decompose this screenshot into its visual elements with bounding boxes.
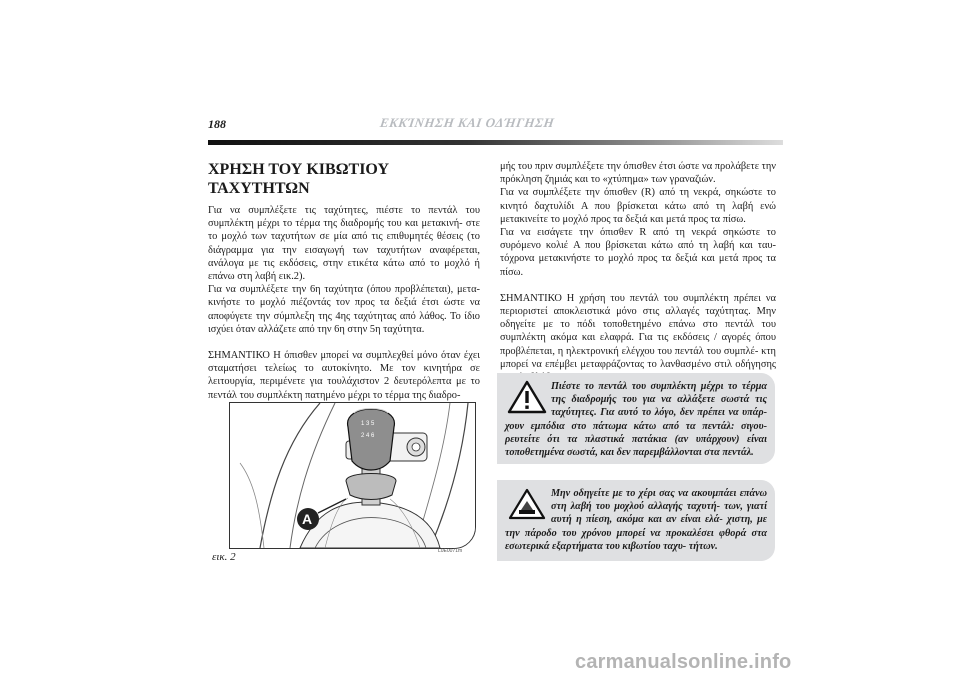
section-title-line-2: ΤΑΧΥΤΗΤΩΝ <box>208 180 310 197</box>
caution-box <box>497 480 775 561</box>
paragraph: Για να συμπλέξετε την όπισθεν (R) από τη νεκρά, σηκώστε το κινητό δαχτυλίδι A που βρίσκεται κάτω από τη λαβή ενώ μετακινείτε το μοχλό προς τα δεξιά και μετά προς τα πίσω. <box>500 187 776 225</box>
section-title-line-1: ΧΡΗΣΗ ΤΟΥ ΚΙΒΩΤΙΟΥ <box>208 161 389 178</box>
callout-label-a: A <box>302 511 313 527</box>
paragraph: Για να συμπλέξετε την 6η ταχύτητα (όπου προβλέπεται), μετα- κινήστε το μοχλό πιέζοντάς τον προς τα δεξιά έτσι ώστε να αποφύγετε την σύμπλεξη της 4ης ταχύτητας από λάθος. Το ίδιο ισχύει όταν αλλάζετε από την 6η στην 5η ταχύτητα. <box>208 284 480 335</box>
warning-box <box>497 373 775 464</box>
paragraph: ΣΗΜΑΝΤΙΚΟ Η χρήση του πεντάλ του συμπλέκτη πρέπει να περιοριστεί αποκλειστικά μόνο στις αλλαγές ταχύτητας. Μην οδηγείτε με το πόδι τοποθετημένο επάνω στο πεντάλ του συμπλέκτη ακόμα και ελαφρά. Για τις εκδόσεις / αγορές όπου προβλέπεται, η ηλεκτρονική ελέγχου του πεντάλ του συμπλέ- κτη μπορεί να επέμβει μεταφράζοντας το λανθασμένο στιλ οδήγησης <box>500 292 776 370</box>
warning-text: Πιέστε το πεντάλ του συμπλέκτη μέχρι το τέρμα της διαδρομής του για να αλλάξετε σωστά τις ταχύτητες. Για αυτό το λόγο, δεν πρέπει να υπάρ- χουν εμπόδια στο πάτωμα κάτω από τα πεντάλ: σιγου- ρευτείτε ότι τα πλαστικά πατάκια (αν υπάρχουν) είναι τοποθετημένα σωστά, και δεν παρεμβάλλονται στα πεντάλ. <box>505 381 767 459</box>
paragraph: Για να εισάγετε την όπισθεν R από τη νεκρά σηκώστε το συρόμενο κολιέ A που βρίσκεται κάτω από τη λαβή και ταυ- τόχρονα μετακινήστε το μοχλό προς τα δεξιά και μετά προς τα πίσω. <box>500 227 776 278</box>
running-head: ΕΚΚΊΝΗΣΗ ΚΑΙ ΟΔΉΓΗΣΗ <box>379 115 556 130</box>
figure-caption: εικ. 2 <box>212 551 236 563</box>
watermark[interactable]: carmanualsonline.info <box>575 651 792 673</box>
svg-text:1 3 5: 1 3 5 <box>361 421 375 427</box>
caution-triangle-icon <box>507 487 547 521</box>
caution-text: Μην οδηγείτε με το χέρι σας να ακουμπάει επάνω στη λαβή του μοχλού αλλαγής ταχυτή- των, γιατί αυτή η πίεση, ακόμα και αν είναι ελά- χιστη, με την πάροδο του χρόνου μπορεί να προκαλέσει φθορά στα εσωτερικά εξαρτήματα του κιβωτίου ταχυ- τήτων. <box>505 488 767 552</box>
figure-gear-lever <box>229 402 476 549</box>
svg-text:2 4 6: 2 4 6 <box>361 433 375 439</box>
gear-lever-illustration <box>230 403 475 548</box>
paragraph: ΣΗΜΑΝΤΙΚΟ Η όπισθεν μπορεί να συμπλεχθεί μόνο όταν έχει σταματήσει τελείως το αυτοκίνητο. Με τον κινητήρα σε λειτουργία, περιμένετε για τουλάχιστον 2 δευτερόλεπτα με το πεντάλ του συμπλέκτη πατημένο μέχρι το τέρμα της διαδρο- <box>208 350 480 401</box>
right-column <box>500 160 776 384</box>
figure-code: L0E0071m <box>438 548 463 554</box>
page-number: 188 <box>208 117 226 131</box>
warning-triangle-icon <box>507 380 547 414</box>
left-column <box>208 160 480 402</box>
paragraph: Για να συμπλέξετε τις ταχύτητες, πιέστε το πεντάλ του συμπλέκτη μέχρι το τέρμα της διαδρομής του και μετακινή- στε το μοχλό των ταχυτήτων σε μία από τις επιθυμητές θέσεις (το διάγραμμα για την εισαγωγή των ταχυτήτων αναφέρεται, ανάλογα με τις εκδόσεις, στην ετικέτα κάτω από το μοχλό ή επάνω στη λαβή εικ.2). <box>208 205 480 283</box>
section-title <box>208 160 480 198</box>
header-rule <box>208 140 783 145</box>
paragraph: μής του πριν συμπλέξετε την όπισθεν έτσι ώστε να προλάβετε την πρόκληση ζημιάς και το «χτύπημα» των γραναζιών. <box>500 161 776 186</box>
